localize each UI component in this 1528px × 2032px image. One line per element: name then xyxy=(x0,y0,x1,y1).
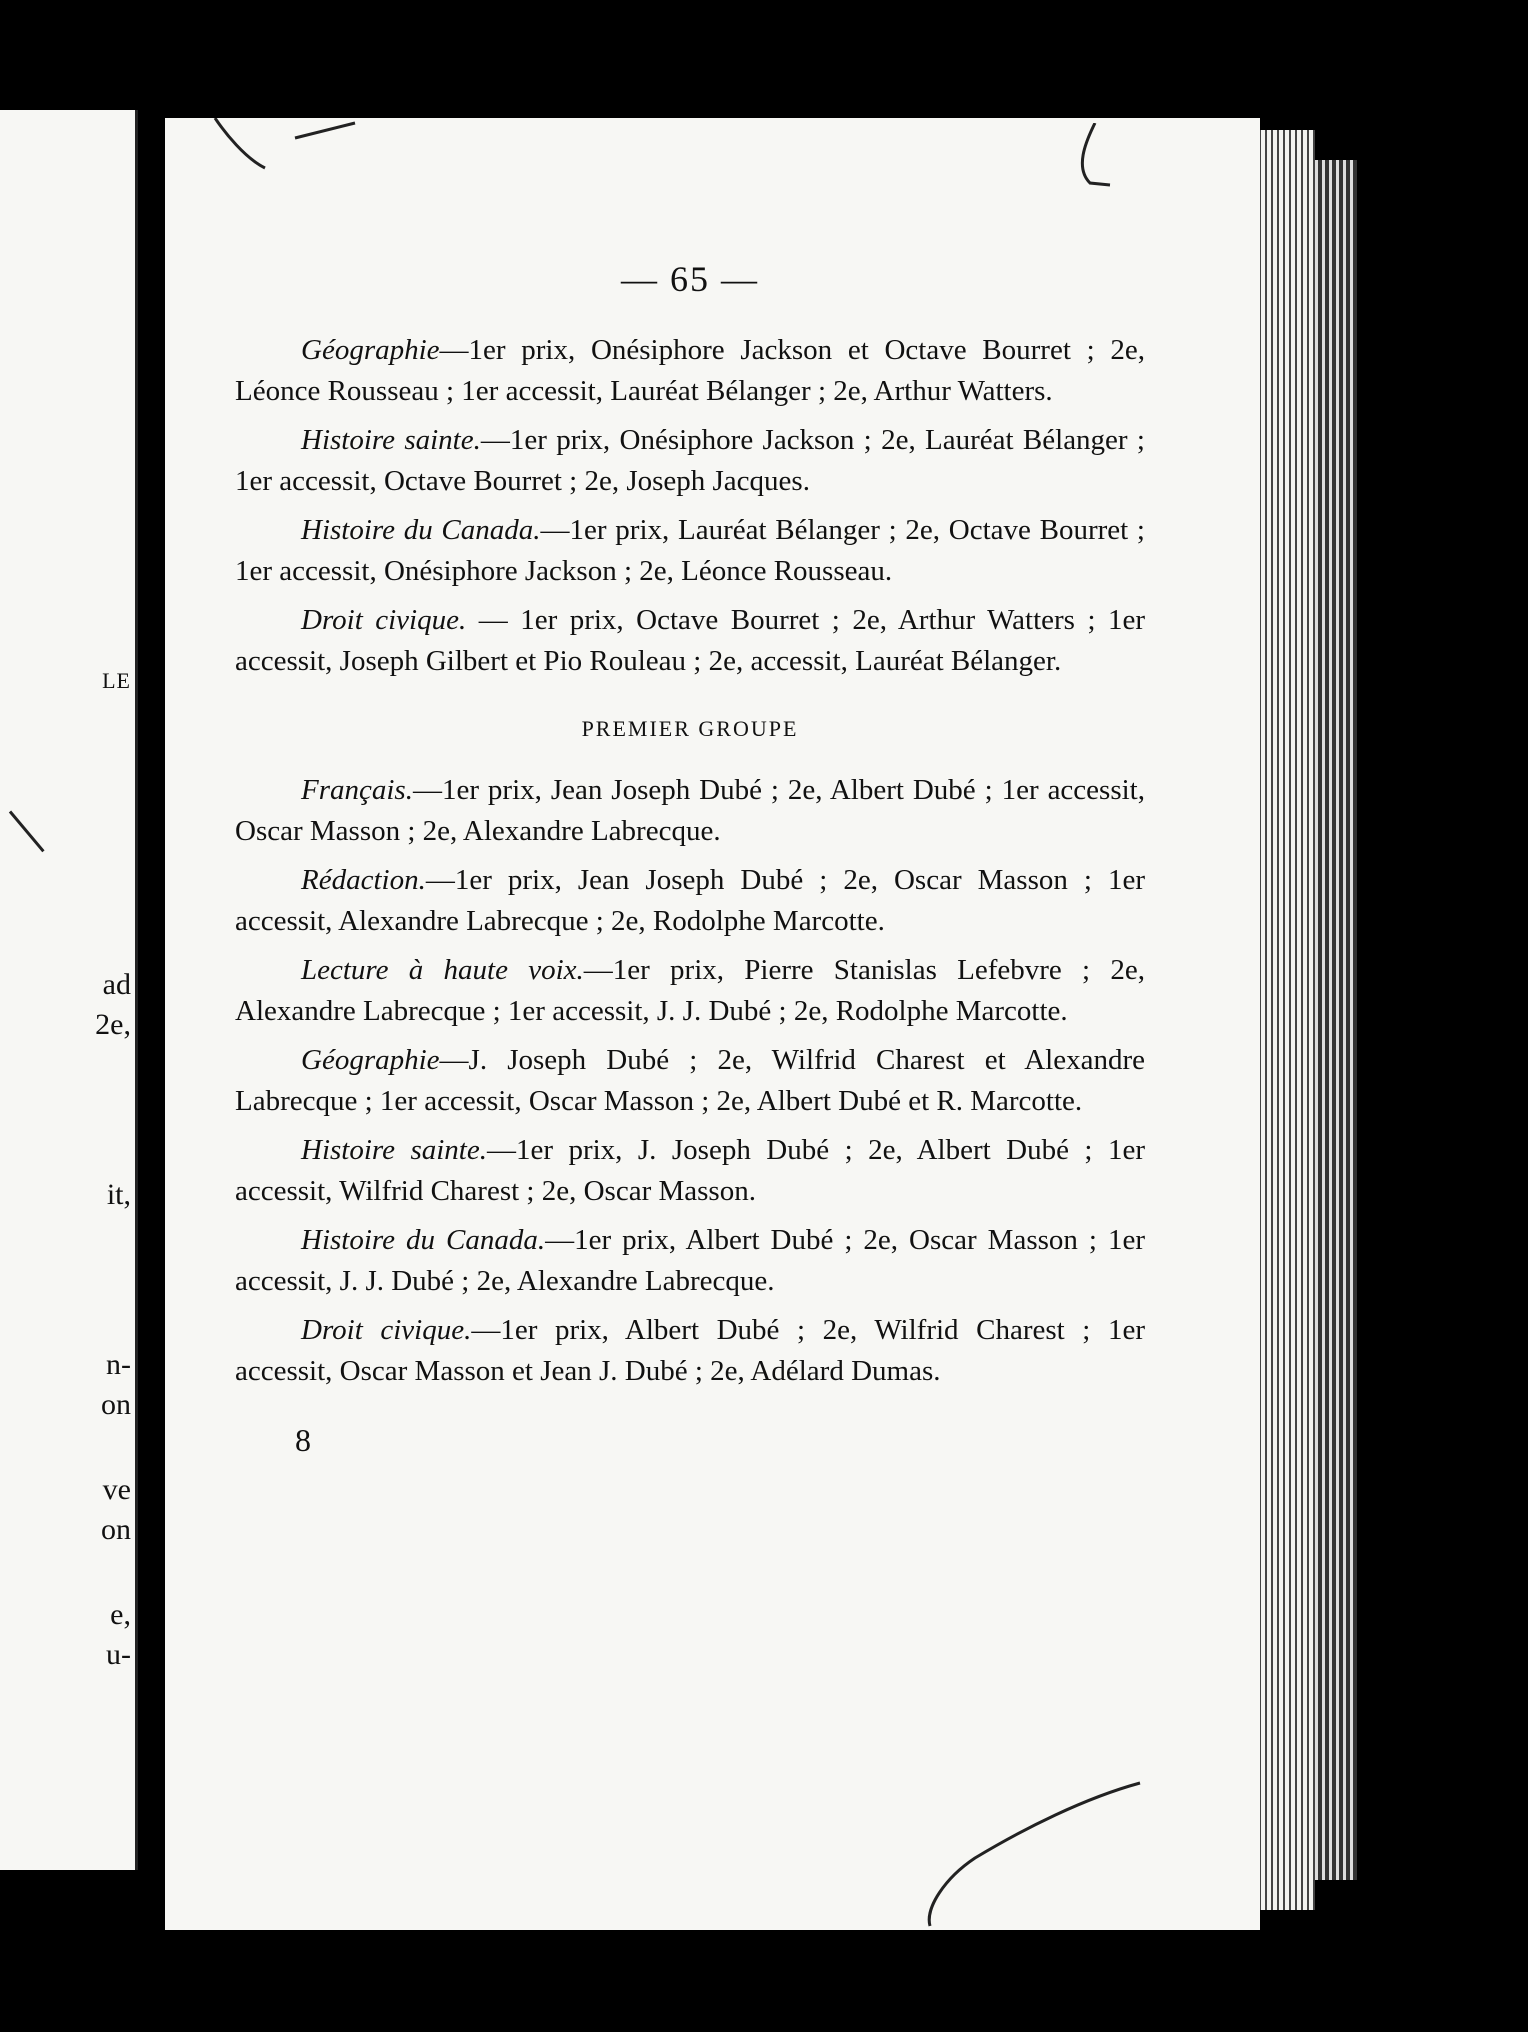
subject-title: Histoire du Canada. xyxy=(301,514,541,546)
subject-title: Droit civique. xyxy=(301,1314,472,1346)
left-fragment-text: u- xyxy=(106,1638,131,1671)
prize-paragraph xyxy=(235,1040,1145,1122)
subject-title: Rédaction. xyxy=(301,864,426,896)
prize-paragraph xyxy=(235,860,1145,942)
prize-paragraph xyxy=(235,330,1145,412)
subject-title: Histoire sainte. xyxy=(301,424,481,456)
left-fragment-text: ad xyxy=(102,968,131,1001)
prize-text: —1er prix, Onésiphore Jackson ; 2e, Lauréat Bélanger ; 1er accessit, Octave Bourret ; 2e, Joseph Jacques. xyxy=(235,424,1145,497)
left-fragment-text: on xyxy=(101,1388,131,1421)
subject-title: Géographie xyxy=(301,334,440,366)
page-number: — 65 — xyxy=(621,259,759,299)
pen-scribble-bottom-right xyxy=(905,1778,1145,1928)
subject-title: Lecture à haute voix. xyxy=(301,954,584,986)
left-fragment-text: it, xyxy=(106,1178,131,1211)
left-fragment-text: e, xyxy=(110,1598,131,1631)
page-edge xyxy=(1255,130,1315,1910)
pen-mark xyxy=(9,811,45,853)
prize-text: —1er prix, Jean Joseph Dubé ; 2e, Oscar Masson ; 1er accessit, Alexandre Labrecque ; 2e, Rodolphe Marcotte. xyxy=(235,864,1145,937)
prize-text: —1er prix, Albert Dubé ; 2e, Oscar Masson ; 1er accessit, J. J. Dubé ; 2e, Alexandre Labrecque. xyxy=(235,1224,1145,1297)
left-page-fragment xyxy=(0,110,138,1870)
prize-text: —1er prix, Albert Dubé ; 2e, Wilfrid Charest ; 1er accessit, Oscar Masson et Jean J. Dubé ; 2e, Adélard Dumas. xyxy=(235,1314,1145,1387)
left-fragment-text: ve xyxy=(102,1473,131,1506)
left-fragment-text: 2e, xyxy=(95,1008,131,1041)
prize-paragraph xyxy=(235,600,1145,682)
prize-text: —1er prix, Jean Joseph Dubé ; 2e, Albert Dubé ; 1er accessit, Oscar Masson ; 2e, Alexandre Labrecque. xyxy=(235,774,1145,847)
prize-paragraph xyxy=(235,510,1145,592)
prize-paragraph xyxy=(235,420,1145,502)
prize-text: —1er prix, Lauréat Bélanger ; 2e, Octave Bourret ; 1er accessit, Onésiphore Jackson ; 2e, Léonce Rousseau. xyxy=(235,514,1145,587)
prize-text: — 1er prix, Octave Bourret ; 2e, Arthur Watters ; 1er accessit, Joseph Gilbert et Pio Rouleau ; 2e, accessit, Lauréat Bélanger. xyxy=(235,604,1146,677)
section-heading: PREMIER GROUPE xyxy=(581,716,799,741)
subject-title: Géographie xyxy=(301,1044,440,1076)
prize-text: —1er prix, J. Joseph Dubé ; 2e, Albert Dubé ; 1er accessit, Wilfrid Charest ; 2e, Oscar Masson. xyxy=(235,1134,1145,1207)
prize-text: —1er prix, Onésiphore Jackson et Octave Bourret ; 2e, Léonce Rousseau ; 1er accessit, Lauréat Bélanger ; 2e, Arthur Watters. xyxy=(235,334,1145,407)
page-edge-shadow xyxy=(1315,160,1357,1880)
prize-paragraph xyxy=(235,1130,1145,1212)
prize-paragraph xyxy=(235,1310,1145,1392)
prize-paragraph xyxy=(235,1220,1145,1302)
subject-title: Français. xyxy=(301,774,413,806)
pen-scribble-top-right xyxy=(1055,123,1135,203)
signature-mark: 8 xyxy=(295,1422,311,1458)
book-page xyxy=(165,118,1260,1930)
prize-text: —J. Joseph Dubé ; 2e, Wilfrid Charest et Alexandre Labrecque ; 1er accessit, Oscar Masson ; 2e, Albert Dubé et R. Marcotte. xyxy=(235,1044,1145,1117)
left-fragment-text: n- xyxy=(106,1348,131,1381)
pen-scribble-top-left xyxy=(205,118,365,178)
prize-text: —1er prix, Pierre Stanislas Lefebvre ; 2e, Alexandre Labrecque ; 1er accessit, J. J. Dubé ; 2e, Rodolphe Marcotte. xyxy=(235,954,1145,1027)
prize-paragraph xyxy=(235,950,1145,1032)
subject-title: Histoire du Canada. xyxy=(301,1224,546,1256)
subject-title: Droit civique. xyxy=(301,604,467,636)
prize-paragraph xyxy=(235,770,1145,852)
left-fragment-text: on xyxy=(101,1513,131,1546)
left-fragment-text: LE xyxy=(102,668,131,693)
subject-title: Histoire sainte. xyxy=(301,1134,487,1166)
text-block xyxy=(235,258,1145,1459)
